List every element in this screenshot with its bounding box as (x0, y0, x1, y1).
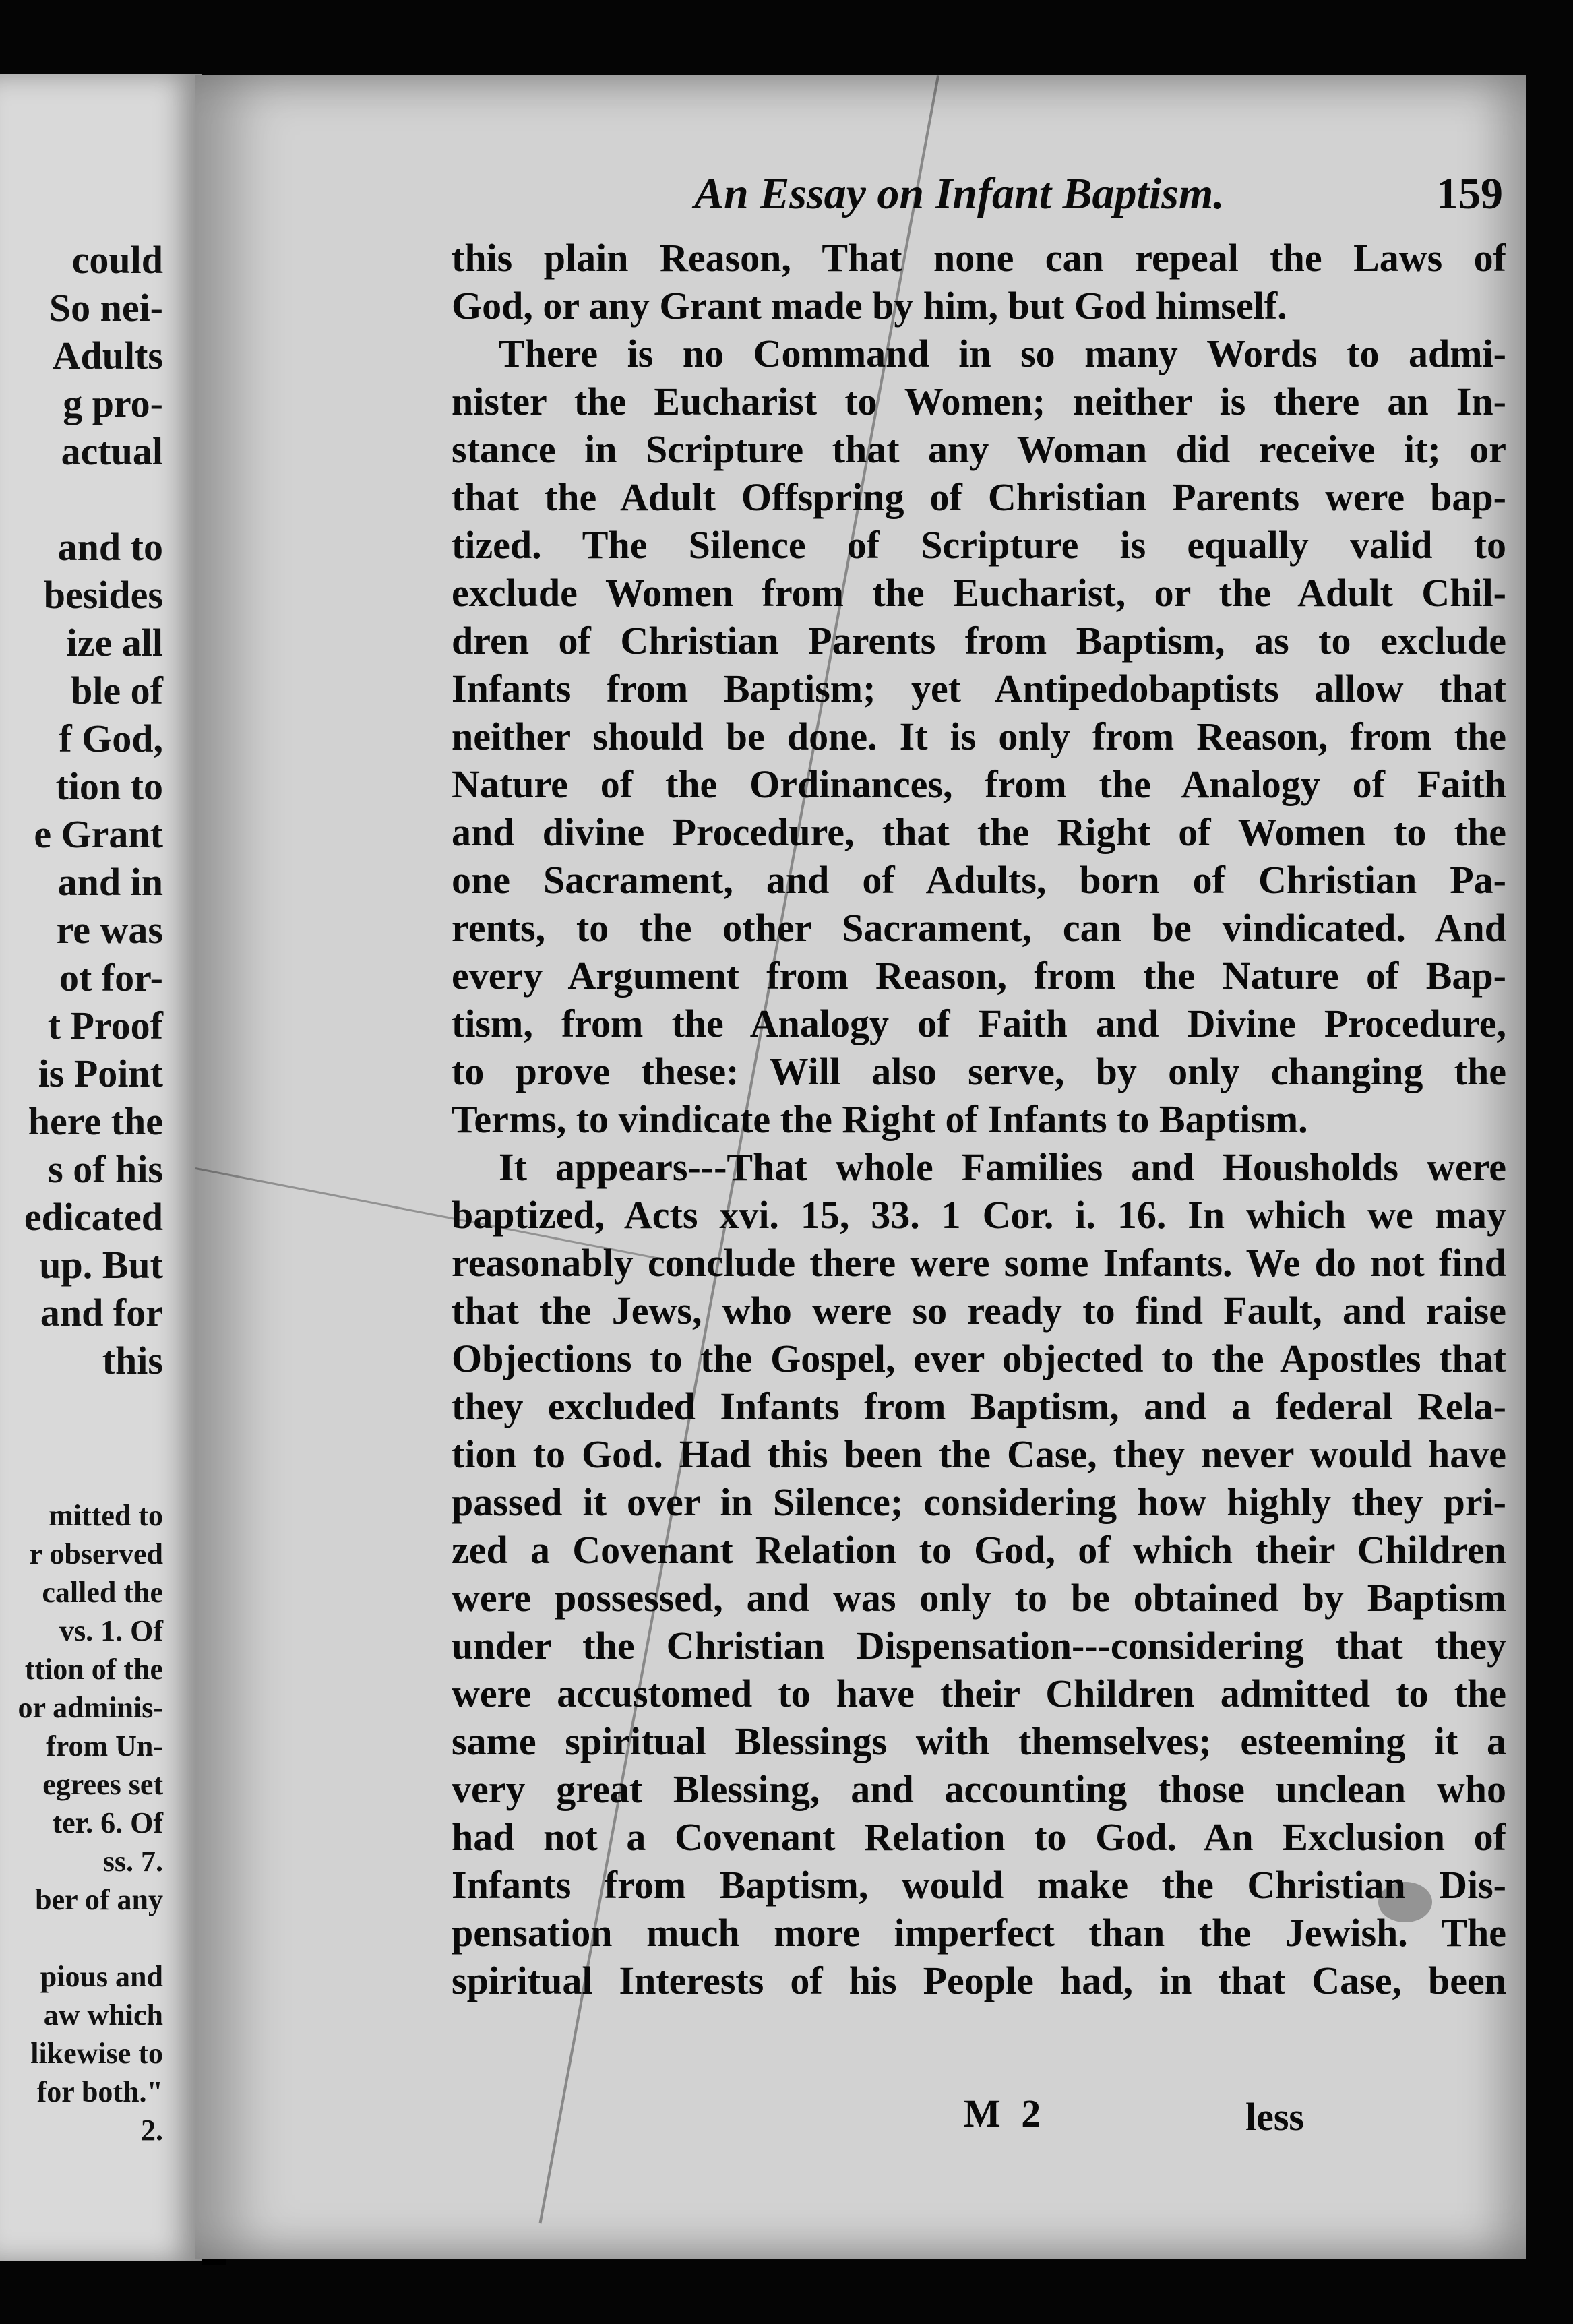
text-line: There is no Command in so many Words to admi- (499, 332, 1506, 375)
page-header (492, 169, 1503, 229)
text-line: were accustomed to have their Children admitted to the (452, 1672, 1506, 1715)
signature-mark: M 2 (964, 2091, 1047, 2135)
left-fragment-line: could (71, 238, 163, 282)
left-facing-page (0, 74, 202, 2261)
left-note-line: 2. (141, 2114, 163, 2147)
left-fragment-line: s of his (48, 1147, 163, 1191)
left-fragment-line: here the (28, 1099, 163, 1143)
text-line: under the Christian Dispensation---considering that they (452, 1624, 1506, 1668)
text-line: Infants from Baptism; yet Antipedobaptists allow that (452, 667, 1506, 710)
text-line: tism, from the Analogy of Faith and Divine Procedure, (452, 1002, 1506, 1045)
left-note-line: likewise to (30, 2037, 163, 2070)
text-line: one Sacrament, and of Adults, born of Christian Pa- (452, 858, 1506, 902)
text-line: tized. The Silence of Scripture is equally valid to (452, 523, 1506, 567)
text-line: zed a Covenant Relation to God, of which their Children (452, 1528, 1506, 1572)
left-fragment-line (24, 475, 163, 523)
text-line: had not a Covenant Relation to God. An Exclusion of (452, 1815, 1506, 1859)
left-note-line: called the (42, 1576, 163, 1609)
text-line: this plain Reason, That none can repeal the Laws of (452, 236, 1506, 280)
left-note-line: ber of any (35, 1883, 163, 1916)
text-line: Objections to the Gospel, ever objected to the Apostles that (452, 1337, 1506, 1380)
text-line: baptized, Acts xvi. 15, 33. 1 Cor. i. 16. In which we may (452, 1193, 1506, 1237)
text-line: stance in Scripture that any Woman did receive it; or (452, 427, 1506, 471)
left-note-line: pious and (40, 1960, 163, 1993)
catchword: less (1245, 2095, 1304, 2139)
left-note-line: ttion of the (24, 1653, 163, 1686)
left-fragment-line: and in (57, 860, 163, 904)
text-line: dren of Christian Parents from Baptism, as to exclude (452, 619, 1506, 663)
text-line: and divine Procedure, that the Right of Women to the (452, 810, 1506, 854)
left-note-line (18, 1919, 163, 1957)
text-line: Terms, to vindicate the Right of Infants to Baptism. (452, 1097, 1308, 1141)
page-number: 159 (1436, 169, 1503, 218)
text-line: reasonably conclude there were some Infants. We do not find (452, 1241, 1506, 1285)
text-line: neither should be done. It is only from Reason, from the (452, 714, 1506, 758)
left-note-line: vs. 1. Of (59, 1614, 163, 1647)
text-line: they excluded Infants from Baptism, and a federal Rela- (452, 1384, 1506, 1428)
left-fragment-line: this (102, 1339, 163, 1382)
left-fragment-line: tion to (55, 764, 163, 808)
left-fragment-line: g pro- (63, 381, 163, 425)
text-line: Nature of the Ordinances, from the Analogy of Faith (452, 762, 1506, 806)
left-fragment-line: So nei- (49, 286, 163, 330)
text-line: God, or any Grant made by him, but God himself. (452, 284, 1287, 328)
text-line: that the Jews, who were so ready to find Fault, and raise (452, 1289, 1506, 1333)
left-fragment-line: f God, (59, 716, 163, 760)
body-text (452, 234, 1506, 2005)
left-note-line: ter. 6. Of (52, 1806, 163, 1839)
left-fragment-line: actual (61, 429, 163, 473)
left-fragment-line: t Proof (47, 1004, 163, 1047)
left-fragment-line: besides (43, 573, 163, 617)
left-fragment-line: up. But (39, 1243, 163, 1287)
left-fragment-line: Adults (52, 334, 163, 377)
text-line: It appears---That whole Families and Housholds were (499, 1145, 1506, 1189)
left-fragment-line: ize all (66, 621, 163, 665)
left-note-line: or adminis- (18, 1691, 163, 1724)
text-line: same spiritual Blessings with themselves; esteeming it a (452, 1719, 1506, 1763)
text-line: very great Blessing, and accounting those unclean who (452, 1767, 1506, 1811)
text-line: exclude Women from the Eucharist, or the Adult Chil- (452, 571, 1506, 615)
text-line: nister the Eucharist to Women; neither is there an In- (452, 379, 1506, 423)
left-fragment-line: and to (57, 525, 163, 569)
left-note-line: mitted to (49, 1499, 163, 1532)
text-line: were possessed, and was only to be obtained by Baptism (452, 1576, 1506, 1620)
text-line: tion to God. Had this been the Case, they never would have (452, 1432, 1506, 1476)
text-line: every Argument from Reason, from the Nature of Bap- (452, 954, 1506, 998)
left-note-line: for both." (36, 2075, 163, 2108)
text-line: spiritual Interests of his People had, in that Case, been (452, 1959, 1506, 2002)
text-line: to prove these: Will also serve, by only changing the (452, 1049, 1506, 1093)
text-line: rents, to the other Sacrament, can be vindicated. And (452, 906, 1506, 950)
left-page-footnote-fragments (18, 1496, 163, 2149)
left-note-line: egrees set (42, 1768, 163, 1801)
left-fragment-line: e Grant (34, 812, 163, 856)
text-line: that the Adult Offspring of Christian Parents were bap- (452, 475, 1506, 519)
left-fragment-line: ble of (71, 669, 163, 712)
left-note-line: ss. 7. (102, 1845, 163, 1878)
right-page (195, 75, 1526, 2259)
left-page-text-fragments (24, 236, 163, 1384)
text-line: pensation much more imperfect than the Jewish. The (452, 1911, 1506, 1955)
left-fragment-line: ot for- (59, 956, 163, 1000)
text-line: passed it over in Silence; considering how highly they pri- (452, 1480, 1506, 1524)
left-fragment-line: and for (40, 1291, 163, 1335)
left-fragment-line: re was (56, 908, 163, 952)
left-fragment-line: is Point (38, 1051, 163, 1095)
left-note-line: r observed (29, 1537, 163, 1570)
running-title: An Essay on Infant Baptism. (694, 169, 1225, 218)
left-fragment-line: edicated (24, 1195, 163, 1239)
text-line: Infants from Baptism, would make the Christian Dis- (452, 1863, 1506, 1907)
left-note-line: from Un- (46, 1730, 163, 1763)
left-note-line: aw which (43, 1998, 163, 2031)
